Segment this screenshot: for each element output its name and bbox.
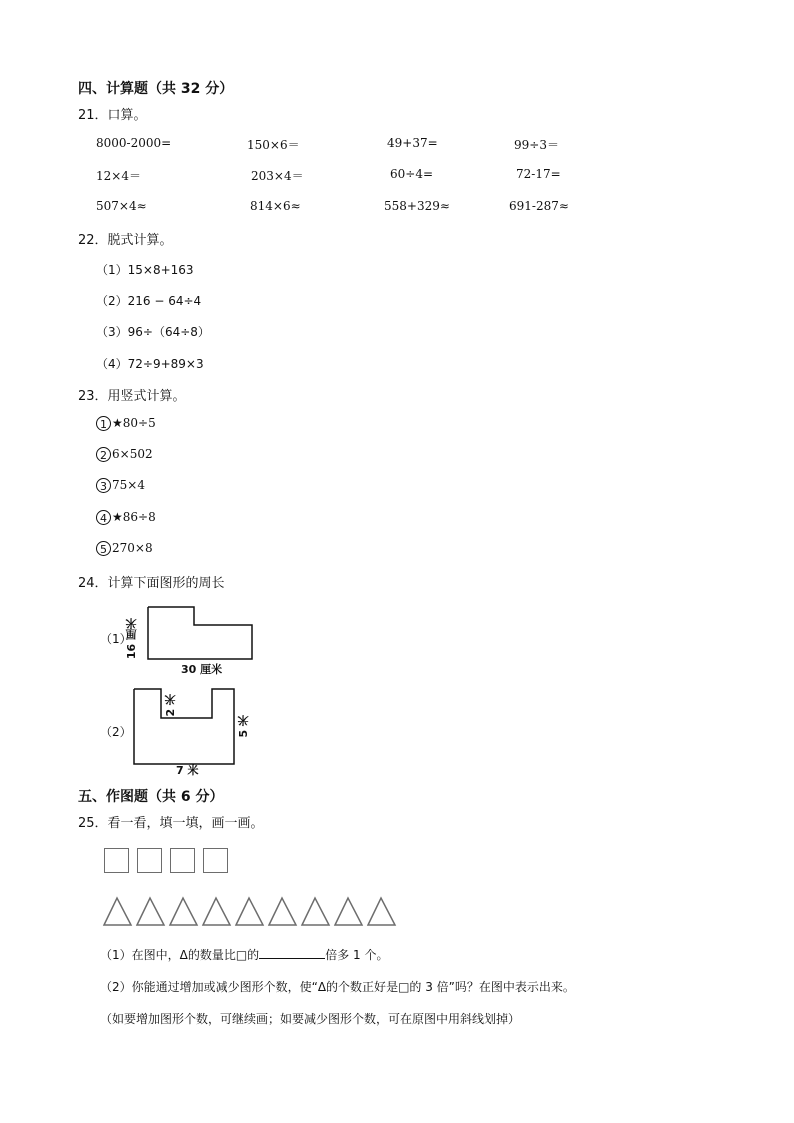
q23-expr: 270×8 [112,541,153,555]
q21-item: 99÷3＝ [514,138,559,152]
square-shape [137,848,162,873]
q23-item [96,478,145,493]
q25-line3: （如要增加图形个数，可继续画；如要减少图形个数，可在原图中用斜线划掉） [100,1012,521,1026]
fig2-width-label: 7 米 [176,764,199,777]
answer-blank[interactable] [259,946,325,959]
circled-number: 1 [96,416,111,431]
q21-item: 558+329≈ [384,199,450,213]
section4-title: 四、计算题（共 32 分） [78,81,234,97]
triangles-row [102,896,402,928]
q25-line1 [100,946,388,963]
circled-number: 5 [96,541,111,556]
q25-line2: （2）你能通过增加或减少图形个数，使“Δ的个数正好是□的 3 倍”吗？在图中表示出来。 [100,980,575,994]
fig1-width-label: 30 厘米 [181,663,223,676]
q23-title: 23．用竖式计算。 [78,389,186,404]
q21-item: 60÷4= [390,167,434,181]
q23-expr: ★80÷5 [112,416,156,430]
q22-item: （2）216 − 64÷4 [96,294,202,308]
q23-item [96,416,156,431]
circled-number: 3 [96,478,111,493]
q21-item: 691-287≈ [509,199,569,213]
square-shape [104,848,129,873]
fig1-label: （1） [100,632,132,646]
q23-item [96,447,153,462]
q23-expr: ★86÷8 [112,510,156,524]
fig2-label: （2） [100,725,132,739]
q21-item: 8000-2000= [96,136,172,150]
fig1-height-label: 16 厘米 [125,618,138,660]
square-shape [170,848,195,873]
circled-number: 4 [96,510,111,525]
q21-item: 49+37= [387,136,438,150]
q22-item: （4）72÷9+89×3 [96,357,204,371]
q21-item: 203×4＝ [251,169,304,183]
q23-expr: 75×4 [112,478,145,492]
section5-title: 五、作图题（共 6 分） [78,789,224,805]
q23-item [96,510,156,525]
q24-title: 24．计算下面图形的周长 [78,576,225,591]
q21-item: 507×4≈ [96,199,147,213]
fig2-notch-label: 2 米 [164,694,177,717]
q22-item: （3）96÷（64÷8） [96,325,210,339]
q25-title: 25．看一看，填一填，画一画。 [78,816,264,831]
q25-line1-b: 倍多 1 个。 [325,948,389,962]
q23-item [96,541,153,556]
q23-expr: 6×502 [112,447,153,461]
q21-title: 21．口算。 [78,108,147,123]
circled-number: 2 [96,447,111,462]
squares-row [104,848,228,873]
q21-item: 72-17= [516,167,561,181]
q21-item: 150×6＝ [247,138,300,152]
q21-item: 814×6≈ [250,199,301,213]
q22-item: （1）15×8+163 [96,263,194,277]
fig2-height-label: 5 米 [237,715,250,738]
q21-item: 12×4＝ [96,169,141,183]
square-shape [203,848,228,873]
q22-title: 22．脱式计算。 [78,233,173,248]
q25-line1-a: （1）在图中，Δ的数量比□的 [100,948,260,962]
